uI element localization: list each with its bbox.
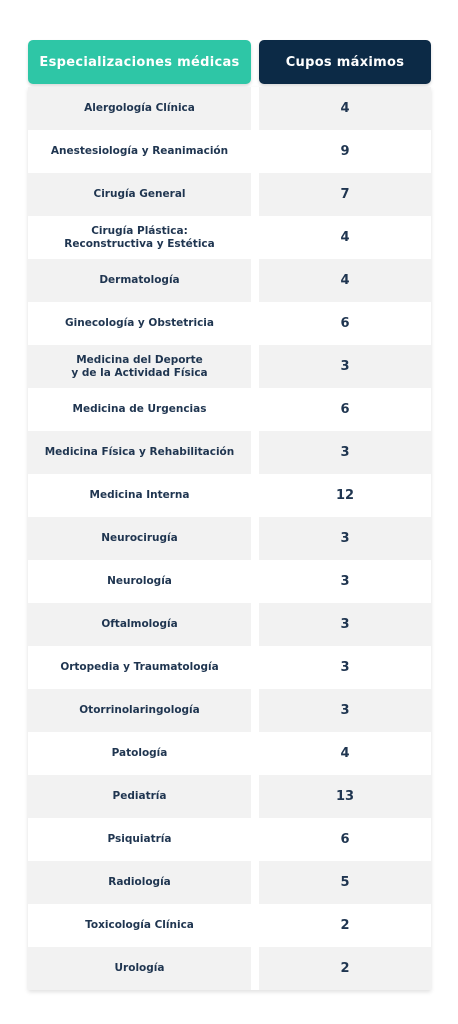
specialty-cell: Pediatría — [28, 775, 251, 818]
max-seats-cell: 2 — [259, 947, 431, 990]
table-row — [28, 947, 431, 990]
table-row — [28, 87, 431, 130]
max-seats-cell: 3 — [259, 560, 431, 603]
table-row — [28, 560, 431, 603]
specialty-cell: Otorrinolaringología — [28, 689, 251, 732]
specialty-cell: Medicina Interna — [28, 474, 251, 517]
table-row — [28, 474, 431, 517]
max-seats-cell: 5 — [259, 861, 431, 904]
max-seats-cell: 13 — [259, 775, 431, 818]
table-row — [28, 216, 431, 259]
specialty-cell: Neurología — [28, 560, 251, 603]
specialty-cell: Alergología Clínica — [28, 87, 251, 130]
max-seats-cell: 4 — [259, 87, 431, 130]
specialty-cell: Urología — [28, 947, 251, 990]
max-seats-cell: 4 — [259, 216, 431, 259]
table-row — [28, 689, 431, 732]
header-specialty: Especializaciones médicas — [28, 40, 251, 84]
specialty-cell: Neurocirugía — [28, 517, 251, 560]
max-seats-cell: 3 — [259, 603, 431, 646]
max-seats-cell: 3 — [259, 431, 431, 474]
table-row — [28, 259, 431, 302]
specialty-cell: Anestesiología y Reanimación — [28, 130, 251, 173]
max-seats-cell: 6 — [259, 818, 431, 861]
max-seats-cell: 3 — [259, 689, 431, 732]
table-row — [28, 431, 431, 474]
max-seats-cell: 4 — [259, 259, 431, 302]
table-row — [28, 818, 431, 861]
specialty-cell: Oftalmología — [28, 603, 251, 646]
table-row — [28, 603, 431, 646]
table-row — [28, 646, 431, 689]
table-row — [28, 173, 431, 216]
specialty-cell: Ginecología y Obstetricia — [28, 302, 251, 345]
table-row — [28, 345, 431, 388]
specialty-cell: Toxicología Clínica — [28, 904, 251, 947]
max-seats-cell: 6 — [259, 302, 431, 345]
specialty-cell: Cirugía General — [28, 173, 251, 216]
specialty-cell: Cirugía Plástica: Reconstructiva y Estética — [28, 216, 251, 259]
table-body — [28, 87, 431, 990]
table-row — [28, 302, 431, 345]
table-row — [28, 732, 431, 775]
max-seats-cell: 6 — [259, 388, 431, 431]
table-row — [28, 775, 431, 818]
specialties-table — [28, 40, 431, 990]
max-seats-cell: 3 — [259, 646, 431, 689]
max-seats-cell: 3 — [259, 345, 431, 388]
specialty-cell: Dermatología — [28, 259, 251, 302]
specialty-cell: Medicina de Urgencias — [28, 388, 251, 431]
table-row — [28, 861, 431, 904]
table-row — [28, 904, 431, 947]
max-seats-cell: 9 — [259, 130, 431, 173]
specialty-cell: Medicina Física y Rehabilitación — [28, 431, 251, 474]
specialty-cell: Patología — [28, 732, 251, 775]
table-row — [28, 388, 431, 431]
specialty-cell: Psiquiatría — [28, 818, 251, 861]
max-seats-cell: 7 — [259, 173, 431, 216]
max-seats-cell: 12 — [259, 474, 431, 517]
specialty-cell: Medicina del Deporte y de la Actividad Física — [28, 345, 251, 388]
table-row — [28, 130, 431, 173]
specialty-cell: Ortopedia y Traumatología — [28, 646, 251, 689]
table-row — [28, 517, 431, 560]
header-max-seats: Cupos máximos — [259, 40, 431, 84]
specialty-cell: Radiología — [28, 861, 251, 904]
max-seats-cell: 2 — [259, 904, 431, 947]
table-header — [28, 40, 431, 84]
max-seats-cell: 3 — [259, 517, 431, 560]
max-seats-cell: 4 — [259, 732, 431, 775]
